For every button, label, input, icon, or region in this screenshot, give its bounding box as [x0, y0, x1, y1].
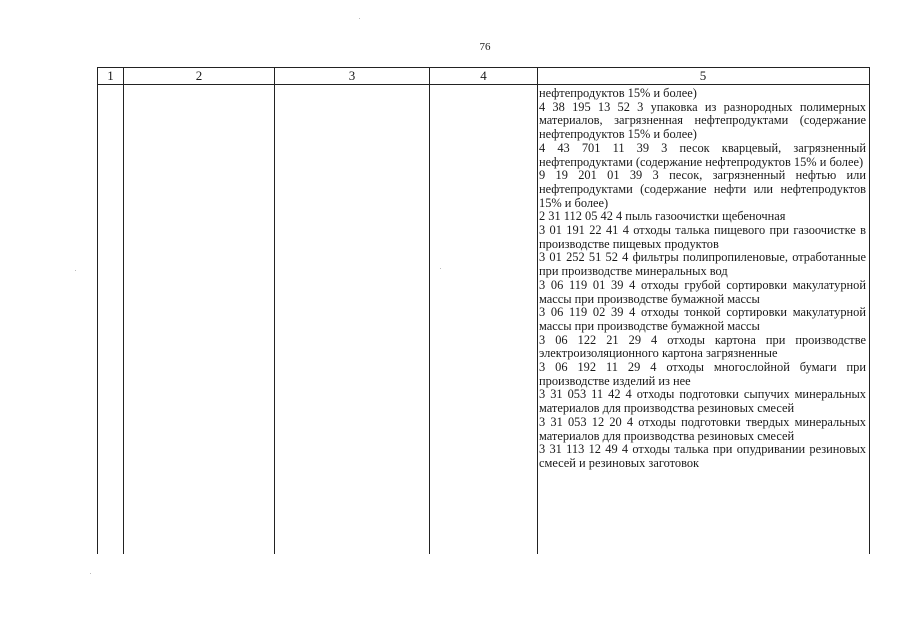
column-header-3: 3	[348, 68, 356, 83]
column-divider	[123, 68, 124, 554]
column-header-2: 2	[195, 68, 203, 83]
column-divider	[274, 68, 275, 554]
column-5-content	[539, 87, 866, 471]
scan-speck	[90, 573, 91, 574]
waste-entry: нефтепродуктов 15% и более)	[539, 86, 697, 100]
waste-table	[97, 67, 870, 554]
column-header-1: 1	[107, 68, 114, 83]
page-number: 76	[479, 41, 491, 53]
waste-entry: 3 01 252 51 52 4 фильтры полипропиленовые, отработанные при производстве минеральных вод	[539, 250, 866, 279]
waste-entry: 3 06 119 01 39 4 отходы грубой сортировки макулатурной массы при производстве бумажной массы	[539, 277, 866, 306]
column-header-5: 5	[699, 68, 707, 83]
scan-speck	[75, 270, 76, 271]
header-divider	[98, 84, 869, 85]
waste-entry: 3 06 119 02 39 4 отходы тонкой сортировки макулатурной массы при производстве бумажной массы	[539, 305, 866, 333]
waste-entry: 3 31 113 12 49 4 отходы талька при опудривании резиновых смесей и резиновых заготовок	[539, 442, 866, 470]
waste-entry: 3 06 122 21 29 4 отходы картона при производстве электроизоляционного картона загрязненные	[539, 332, 866, 361]
waste-entry: 3 01 191 22 41 4 отходы талька пищевого при газоочистке в производстве пищевых продуктов	[539, 223, 866, 251]
waste-entry: 2 31 112 05 42 4 пыль газоочистки щебеночная	[539, 209, 786, 224]
column-divider	[537, 68, 538, 554]
column-header-4: 4	[480, 68, 487, 83]
scan-speck	[359, 18, 360, 19]
waste-entry: 3 31 053 12 20 4 отходы подготовки твердых минеральных материалов для производства резиновых смесей	[539, 414, 866, 443]
waste-entry: 9 19 201 01 39 3 песок, загрязненный нефтью или нефтепродуктами (содержание нефти или нефтепродуктов 15% и более)	[539, 168, 866, 210]
waste-entry: 4 43 701 11 39 3 песок кварцевый, загрязненный нефтепродуктами (содержание нефтепродуктов 15% и более)	[539, 140, 866, 169]
waste-entry: 3 31 053 11 42 4 отходы подготовки сыпучих минеральных материалов для производства резиновых смесей	[539, 387, 866, 416]
waste-entry: 3 06 192 11 29 4 отходы многослойной бумаги при производстве изделий из нее	[539, 360, 866, 388]
scan-speck	[440, 268, 441, 269]
column-divider	[429, 68, 430, 554]
waste-entry: 4 38 195 13 52 3 упаковка из разнородных полимерных материалов, загрязненная нефтепродуктами (содержание нефтепродуктов 15% и более)	[539, 99, 866, 142]
